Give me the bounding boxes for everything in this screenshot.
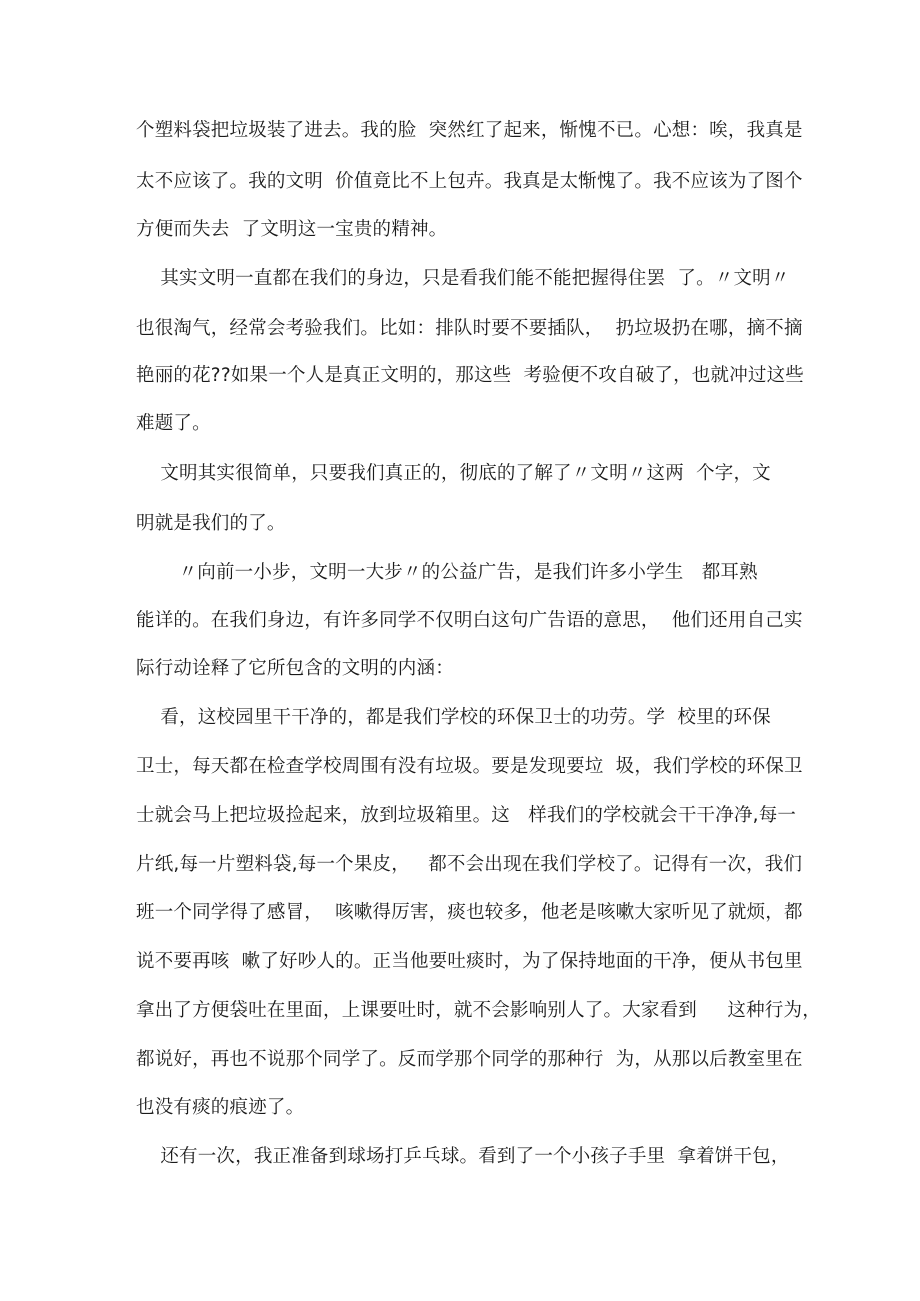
text-line: 都说好，再也不说那个同学了。反而学那个同学的那种行 为，从那以后教室里在 [136,1049,803,1070]
text-line: 方便而失去 了文明这一宝贵的精神。 [136,219,448,240]
text-line: 文明其实很简单，只要我们真正的，彻底的了解了〃文明〃这两 个字，文 [136,463,771,484]
text-line: 难题了。 [136,413,211,434]
text-line: 片纸,每一片塑料袋,每一个果皮， 都不会出现在我们学校了。记得有一次，我们 [136,854,803,875]
text-line: 〃向前一小步，文明一大步〃的公益广告，是我们许多小学生 都耳熟 [136,562,758,583]
text-line: 个塑料袋把垃圾装了进去。我的脸 突然红了起来，惭愧不已。心想：唉，我真是 [136,120,803,141]
text-line: 太不应该了。我的文明 价值竟比不上包卉。我真是太惭愧了。我不应该为了图个 [136,171,803,192]
text-line: 拿出了方便袋吐在里面，上课要吐时，就不会影响别人了。大家看到 这种行为， [136,1000,821,1021]
text-line: 其实文明一直都在我们的身边，只是看我们能不能把握得住罢 了。〃文明〃 [136,268,790,289]
text-line: 看，这校园里干干净的，都是我们学校的环保卫士的功劳。学 校里的环保 [136,707,771,728]
text-line: 班一个同学得了感冒， 咳嗽得厉害，痰也较多，他老是咳嗽大家听见了就烦，都 [136,902,803,923]
text-line: 能详的。在我们身边，有许多同学不仅明白这句广告语的意思， 他们还用自己实 [136,610,803,631]
text-line: 际行动诠释了它所包含的文明的内涵： [136,658,454,679]
text-line: 士就会马上把垃圾捡起来，放到垃圾箱里。这 样我们的学校就会干干净净,每一 [136,805,797,826]
text-line: 也没有痰的痕迹了。 [136,1097,305,1118]
text-line: 卫士，每天都在检查学校周围有没有垃圾。要是发现要垃 圾，我们学校的环保卫 [136,756,803,777]
text-line: 也很淘气，经常会考验我们。比如：排队时要不要插队， 扔垃圾扔在哪，摘不摘 [136,318,803,339]
text-line: 明就是我们的了。 [136,513,286,534]
text-line: 还有一次，我正准备到球场打乒乓球。看到了一个小孩子手里 拿着饼干包， [136,1146,790,1167]
text-line: 艳丽的花??如果一个人是真正文明的，那这些 考验便不攻自破了，也就冲过这些 [136,365,805,386]
text-line: 说不要再咳 嗽了好吵人的。正当他要吐痰时，为了保持地面的干净，便从书包里 [136,951,803,972]
